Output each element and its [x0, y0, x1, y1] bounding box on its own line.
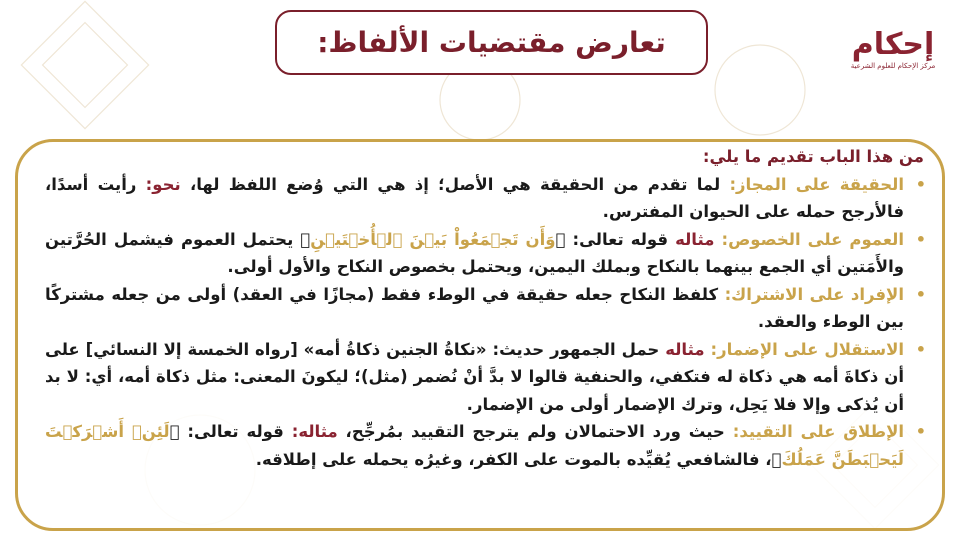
item-text: ﴾ يحتمل العموم فيشمل الحُرَّتين والأَمَتين أي الجمع بينهما بالنكاح وبملك اليمين، ويحتمل بخصوص النكاح والأول أولى. [45, 229, 904, 276]
item-text: كلفظ النكاح جعله حقيقة في الوطء فقط (مجازًا في العقد) أولى من جعله مشتركًا بين الوطء والعقد. [45, 284, 904, 331]
item-label: مثاله [675, 229, 722, 249]
logo-mark: إحكام [851, 27, 935, 62]
quran-verse: لَئِنۡ أَشۡرَكۡتَ لَيَحۡبَطَنَّ عَمَلُكَ [45, 422, 904, 469]
slide-title: تعارض مقتضيات الألفاظ: [317, 26, 666, 59]
content-text [45, 143, 924, 473]
item-term: العموم على الخصوص: [721, 229, 905, 249]
item-text: قوله تعالى: ﴿ [169, 422, 292, 441]
quran-verse: وَأَن تَجۡمَعُواْ بَيۡنَ ٱلۡأُخۡتَيۡنِ [310, 229, 556, 249]
slide-title-box [275, 10, 708, 75]
item-text: ﴾، فالشافعي يُقيِّده بالموت على الكفر، وغيرُه يحمله على إطلاقه. [255, 449, 782, 469]
list-item [45, 281, 924, 336]
bullet-icon: • [915, 339, 926, 359]
item-label: نحو: [145, 174, 181, 194]
list-item [45, 336, 924, 419]
intro-line: من هذا الباب تقديم ما يلي: [702, 147, 924, 166]
bullet-icon: • [915, 422, 926, 441]
bullet-icon: • [915, 229, 926, 249]
points-list [45, 171, 924, 474]
logo [850, 27, 936, 92]
logo-subtitle: مركز الإحكام للعلوم الشرعية [850, 62, 936, 70]
bullet-icon: • [915, 284, 926, 304]
list-item [45, 171, 924, 226]
item-text: لما تقدم من الحقيقة هي الأصل؛ إذ هي التي وُضع اللفظ لها، [180, 174, 730, 194]
item-term: الحقيقة على المجاز: [729, 174, 904, 194]
list-item [45, 418, 924, 473]
item-term: الإفراد على الاشتراك: [724, 284, 904, 304]
list-item [45, 226, 924, 281]
item-term: الإطلاق على التقييد: [732, 422, 905, 441]
item-text: حيث ورد الاحتمالان ولم يترجح التقييد بمُرجِّح، [337, 422, 733, 441]
item-label: مثاله [665, 339, 711, 359]
item-label: مثاله: [291, 422, 338, 441]
item-text: حمل الجمهور حديث: «نكاةُ الجنين ذكاةُ أمه» [رواه الخمسة إلا النسائي] على أن ذكاةَ أمه هي ذكاة له فتكفي، والحنفية قالوا لا بدَّ أنْ نُضمر (مثل)؛ ليكونَ المعنى: مثل ذكاة أمه، أي: لا بد أن يُذكى وإلا فلا يَحِل، وترك الإضمار أولى من الإضمار. [45, 339, 904, 414]
item-text: رأيت أسدًا، فالأرجح حمله على الحيوان المفترس. [45, 174, 904, 221]
item-text: قوله تعالى: ﴿ [555, 229, 676, 249]
item-term: الاستقلال على الإضمار: [710, 339, 905, 359]
bullet-icon: • [915, 174, 926, 194]
